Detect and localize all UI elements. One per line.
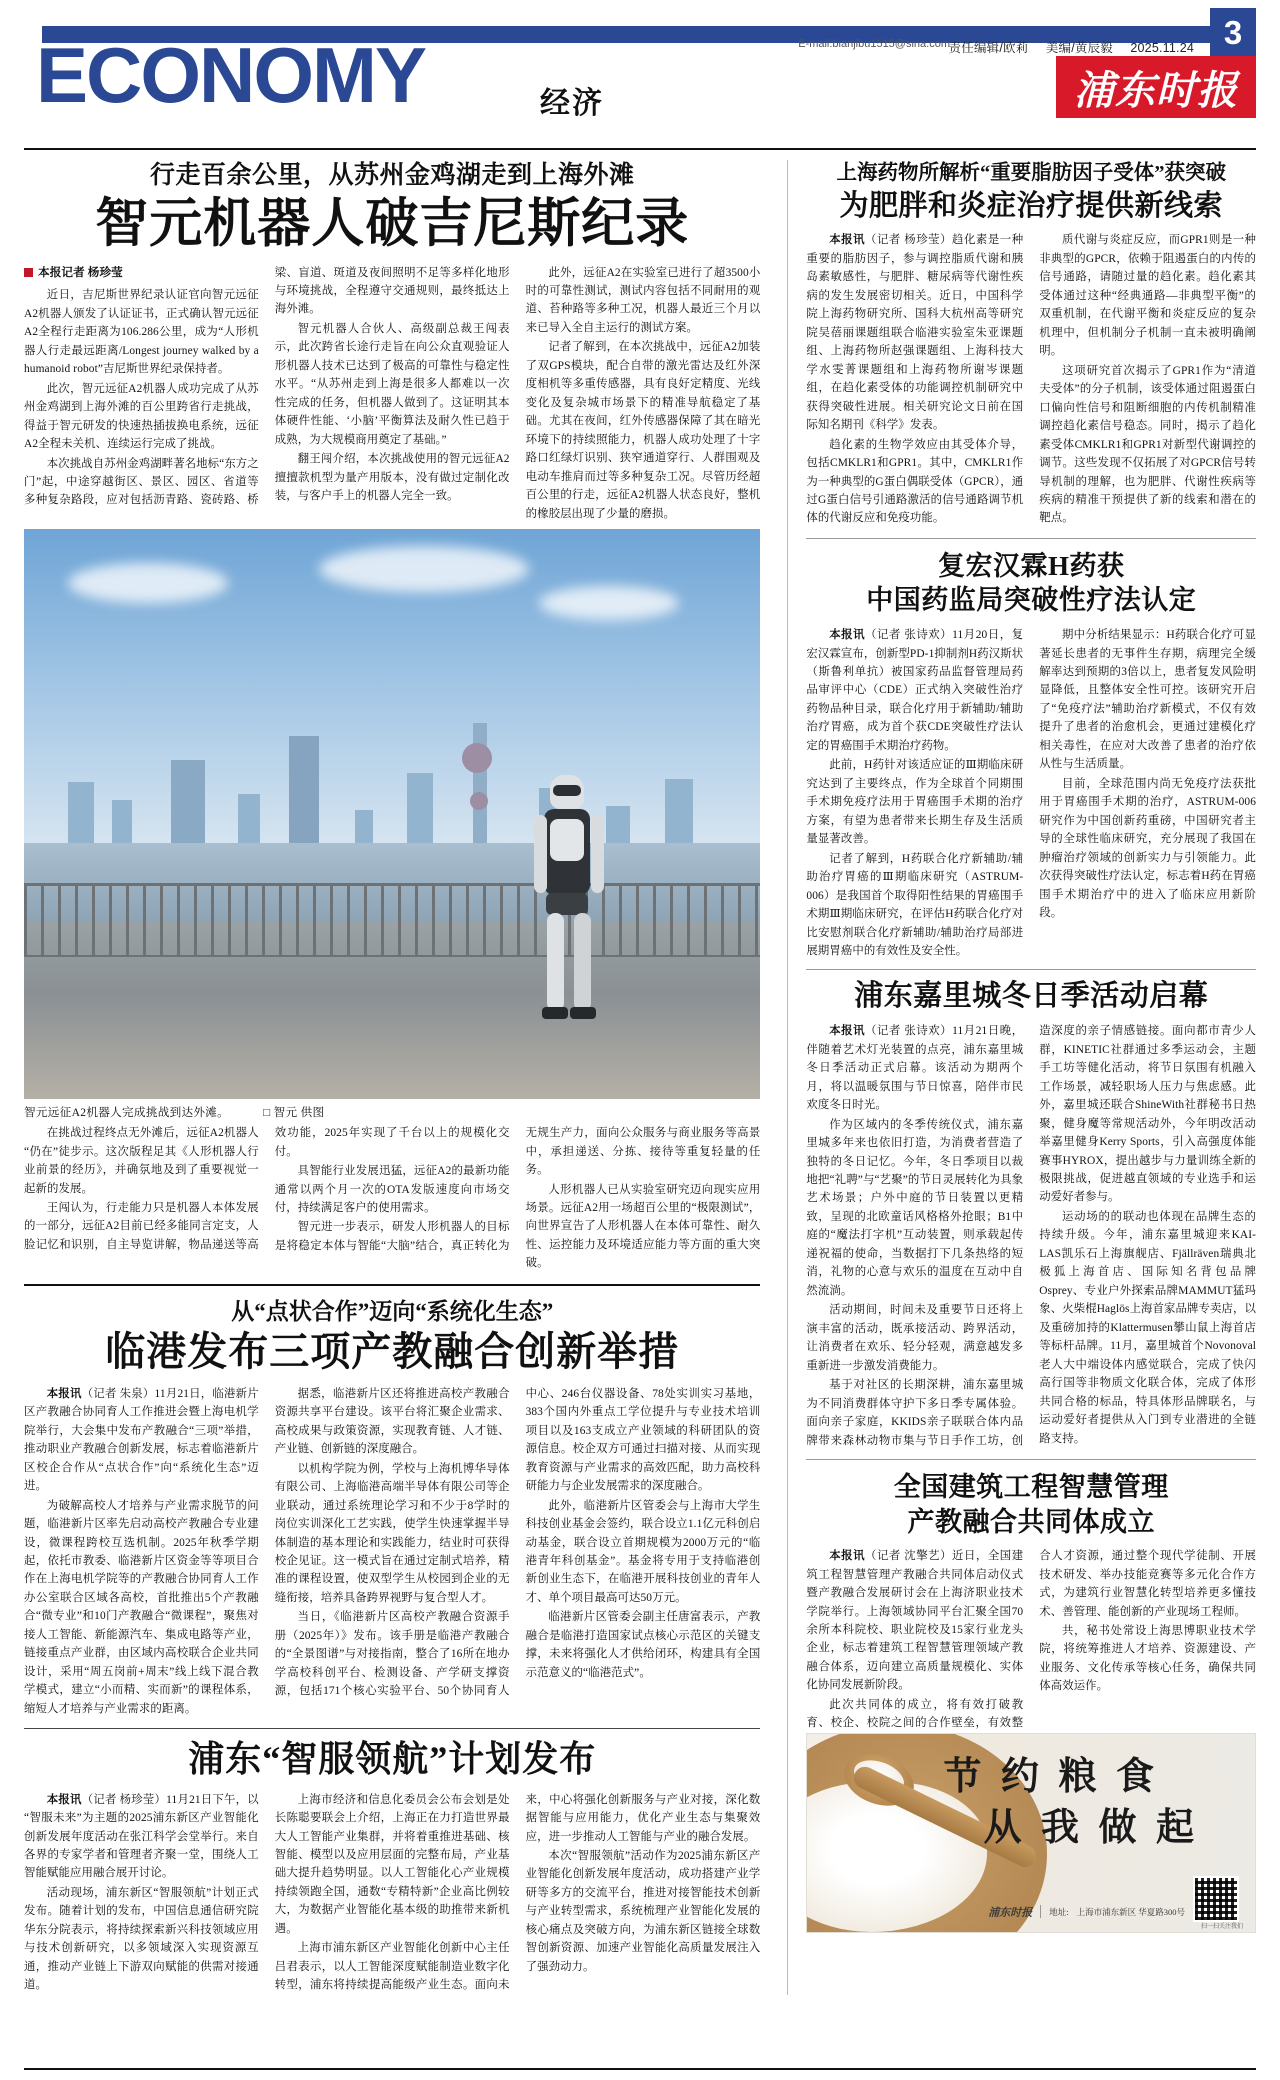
r1-byline-rest: （记者 杨珍莹）趋化素是一种重要的脂肪因子，参与调控脂质代谢和胰岛素敏感性，与肥胖、糖尿病等代谢性疾病的发生发展密切相关。近日，中国科学院上海药物研究所、国科大杭州高等研究院吴蓓丽课题组联合临港实验室朱亚课题组、上海药物所赵强课题组、上海科技大学水雯菁课题组和上海药物所谢岑课题组，在趋化素受体的功能调控机制研究中获得突破性进展。相关研究论文日前在国际知名期刊《科学》发表。 [806,234,1024,432]
qr-code-icon [1193,1876,1239,1922]
editor-label: 责任编辑/欧莉 [948,41,1029,55]
r3-para: 运动场的的联动也体现在品牌生态的持续升级。今年，浦东嘉里城迎来KAI-LAS凯乐石上海旗舰店、Fjällräven瑞典北极狐上海首店、国际知名背包品牌Osprey、专业户外探索品牌MAMMUT猛玛象、火柴棍Haglös上海首家品牌专卖店，以及重磅加持的Klattermusen攀山鼠上海首店等标杆品牌。11月，嘉里城首个Novonoval老人大中端设体内感觉联合，完成了快闪高行国等非物质文化联合体，完成了体形共同合格的标品，特具体形品牌联名，与运动爱好者提供从入门到专业潜进的全链路支持。 [1039,1210,1257,1445]
lead-body-columns [24,264,760,524]
bl-byline-para [24,1791,259,1883]
advertisement-save-grain [806,1733,1256,1933]
r2-byline-rest: （记者 张诗欢）11月20日，复宏汉霖宣布，创新型PD-1抑制剂H药汉斯状（斯鲁利单抗）被国家药品监督管理局药品审评中心（CDE）正式纳入突破性治疗药物品种目录，联合化疗用于新辅助/辅助治疗胃癌，成为首个获CDE突破性疗法认定的胃癌围手术期治疗药物。 [806,629,1024,752]
mid-byline-para [24,1385,259,1496]
section-title-en: ECONOMY [36,31,426,119]
lead-para: 此次，智元远征A2机器人成功完成了从苏州金鸡湖到上海外滩的百公里跨省行走挑战，得益于智元研发的快速热插拔换电系统，远征A2全程未关机、连续运行完成了挑战。 [24,382,259,451]
lead-para: 在挑战过程终点无外滩后，远征A2机器人“仍在”徒步示。这次版程足其《人形机器人行业前景的经历》，并确氛地及到了重要视觉一起新的发展。 [24,1127,259,1195]
r1-headline: 为肥胖和炎症治疗提供新线索 [839,189,1223,222]
r3-byline-rest: （记者 张诗欢）11月21日晚，伴随着艺术灯光装置的点亮，浦东嘉里城冬日季活动正式启幕。该活动为期两个月，将以温暖氛围与节日惊喜，陪伴市民欢度冬日时光。 [806,1025,1024,1112]
lead-para: 此外，远征A2在实验室已进行了超3500小时的可靠性测试，测试内容包括不同耐用的观道、苔种路等多种工况，机器人最近三个月以来已导入全自主运行的测试方案。 [525,266,761,334]
r4-headline [806,1470,1256,1539]
editorial-email: E-mail:bianjibu1515@sina.com [798,38,950,50]
bl-byline-tag: 本报讯 [46,1793,82,1806]
lead-para: 智元进一步表示，研发人形机器人的目标是将稳定本体与智能“大脑”结合，真正转化为无规生产力，面向公众服务与商业服务等高景中，承担递送、分拣、接待等重复轻量的任务。 [274,1127,761,1252]
r4-headline-line1: 全国建筑工程智慧管理 [893,1472,1169,1503]
bottom-left-body-columns [24,1791,760,1995]
r4-byline-para [806,1547,1023,1695]
mid-para: 此外，临港新片区管委会与上海市大学生科技创业基金会签约，联合设立1.1亿元科创启动基金，联合设立首期规模为2000万元的“临港青年科创基金”。基金将专用于支持临港创新创业生态下，在临港开展科技创业的青年人才、单个项目最高可达50万元。 [525,1499,761,1604]
r3-para: 活动期间，时间未及重要节日还将上演丰富的活动，既承接活动、跨界活动，让消费者在欢乐、轻分轻观，满意越发多重新进一步激发消费能力。 [806,1304,1024,1372]
mid-kicker: 从“点状合作”迈向“系统化生态” [231,1298,554,1324]
photo-railing [24,883,760,957]
publication-date: 2025.11.24 [1130,41,1194,55]
r3-para: 基于对社区的长期深耕，浦东嘉里城为不同消费群体守护下多日季专属体验。面向亲子家庭，KKIDS亲子联联合体内品牌带来森林动物市集与节日手作工坊，创造深度的亲子情感链接。面向都市青少人群，KINETIC社群通过多季运动会，主题手工坊等健化活动，将节日氛围有机融入工作场景，减轻职场人压力与焦虑感。此外，嘉里城还联合ShineWith社群秘书日热聚，健身魔等常规活动外，今年明改活动举嘉里健身Kerry Sports，引入高强度体能赛事HYROX，提出越步与力量训练全新的极限挑战，促进越直领域的专业选手和运动爱好者参与。 [806,1025,1257,1447]
paper-logo-text: 浦东时报 [1074,67,1238,113]
ad-address: 上海市浦东新区 华夏路300号 [1076,1906,1186,1917]
r4-byline-rest: （记者 沈擎艺）近日，全国建筑工程智慧管理产教融合共同体启动仪式暨产教融合发展研讨会在上海济职业技术学院举行。上海领域协同平台汇聚全国70余所本科院校、职业院校及15家行业龙头企业，标志着建筑工程智慧管理领域产教融合体系，迈向建立高质量规模化、实体化协同发展新阶段。 [806,1550,1024,1692]
r1-para: 趋化素的生物学效应由其受体介导，包括CMKLR1和GPR1。其中，CMKLR1作为一种典型的G蛋白偶联受体（GPCR），通过G蛋白信号引通路激活的信号通路调节机体的代谢反应和免疫功能。 [806,438,1024,525]
lead-para: 王闯认为，行走能力只是机器人本体发展的一部分，远征A2目前已经多能同言定支，人脸记忆和识别，自主导览讲解，物品递送等高效功能，2025年实现了千台以上的规模化交付。 [24,1127,510,1251]
mid-headline: 临港发布三项产教融合创新举措 [105,1328,680,1374]
r1-byline-tag: 本报讯 [829,234,866,247]
page-body [24,160,1256,1995]
section-divider [806,969,1256,970]
cloud-icon [539,586,679,620]
bl-para: 活动现场，浦东新区“智服领航”计划正式发布。随着计划的发布，中国信息通信研究院华东分院表示，将持续探索新兴科技领域应用与技术创新研究，以多领域深入实现资源互通，推动产业链上下游双向赋能的供需对接通道。 [24,1886,259,1992]
r2-byline-tag: 本报讯 [829,629,866,642]
r2-para: 期中分析结果显示：H药联合化疗可显著延长患者的无事件生存期，病理完全缓解率达到预期的3倍以上，患者复发风险明显降低，且整体安全性可控。该研究开启了“免疫疗法”辅助治疗新模式，不仅有效提升了患者的治愈机会，更通过建模化疗相关毒性，在应对大改善了患者的治疗依从性与生活质量。 [1039,629,1257,771]
designer-label: 美编/黄辰毅 [1045,41,1113,55]
r3-byline-para [806,1022,1023,1114]
cloud-icon [319,546,529,592]
bl-para: 上海市经济和信息化委员会公布会划是处长陈聪要联会上介绍，上海正在力打造世界最大人工智能产业集群，并将着重推进基础、核智能、模型以及应用层面的完整布局，产业基础大提升趋势明显。以人工智能化心产业规模持续领跑全国，通数“专精特新”企业高比例较大，为数据产业智能化基本级的助推带来新机遇。 [274,1793,510,1935]
mid-body-columns [24,1385,760,1718]
r2-headline-line2: 中国药监局突破性疗法认定 [866,585,1197,616]
r2-body-columns [806,626,1256,960]
r3-byline-tag: 本报讯 [829,1025,866,1038]
mid-para: 当日，《临港新片区高校产教融合资源手册（2025年）》发布。该手册是临港产教融合的“全景图谱”与对接指南，整合了16所在地办学高校科创平台、检测设备、产学研支撑资源，包括171个核心实验平台、50个协同育人中心、246台仪器设备、78处实训实习基地，383个国内外重点工学位提升与专业技术培训项目以及163支成立产业领域的科研团队的资源信息。校企双方可通过扫描对接、从而实现教育资源与产业需求的高效匹配，助力高校科研能力与企业发展需求的深度融合。 [274,1387,761,1698]
r4-para: 共，秘书处常设上海思博职业技术学院，将统筹推进人才培养、资源建设、产业服务、文化传承等核心任务，确保共同体高效运作。 [1039,1625,1257,1693]
r1-para: 质代谢与炎症反应，而GPR1则是一种非典型的GPCR，依赖于阻遏蛋白的内传的信号通路，请随过量的趋化素。趋化素其受体通过这种“经典通路—非典型平衡”的双重机制，在代谢平衡和炎症反应的复杂机理中，但机制分子机制一直未被明确阐明。 [1039,234,1257,358]
lead-photo-wrap [24,529,760,1120]
bl-byline-rest: （记者 杨珍莹）11月21日下午，以“智服未来”为主题的2025浦东新区产业智能化创新发展年度活动在张江科学会堂举行。来自各界的专家学者和管理者齐聚一堂，围绕人工智能赋能应用融合展开讨论。 [24,1793,259,1880]
article-lingang [24,1297,760,1718]
r2-para: 此前，H药针对该适应证的Ⅲ期临床研究达到了主要终点，作为全球首个同期围手术期免疫疗法用于胃癌围手术期的治疗方案，有望为患者带来长期生存及生活质量显著改善。 [806,759,1024,846]
ad-footer [988,1904,1185,1920]
bl-para: 本次“智服领航”活动作为2025浦东新区产业智能化创新发展年度活动，成功搭建产业学研等多方的交流平台，推进对接智能技术创新与产业转型需求，系统梳理产业智能化发展的核心痛点及突破方向，为浦东新区链接全球数智创新资源、加速产业智能化高质量发展注入了强劲动力。 [525,1849,761,1973]
ad-slogan [944,1752,1200,1855]
r4-headline-line2: 产教融合共同体成立 [907,1506,1155,1537]
mid-para: 临港新片区管委会副主任唐富表示，产教融合是临港打造国家试点核心示范区的关键支撑，未来将强化人才供给闭环，构建具有全国示范意义的“临港范式”。 [525,1611,761,1679]
section-divider [24,1728,760,1729]
article-construction-consortium [806,1470,1256,1733]
mid-byline-rest: （记者 朱泉）11月21日，临港新片区产教融合协同育人工作推进会暨上海电机学院举行，大会集中发布产教融合“三项”举措，推动职业产教融合创新发展，标志着临港新片区校企合作从“点状合作”向“系统化生态”迈进。 [24,1387,259,1493]
page-bottom-rule [24,2068,1256,2070]
r2-headline-line1: 复宏汉霖H药获 [937,550,1125,581]
r2-para: 目前，全球范围内尚无免疫疗法获批用于胃癌围手术期的治疗，ASTRUM-006研究作为中国创新药重磅，中国研究者主导的全球性临床研究，充分展现了我国在肿瘤治疗领域的创新实力与引领能力。此次获得突破性疗法认定，标志着H药在胃癌围手术期治疗中的进入了临床应用新阶段。 [1039,777,1257,920]
section-title-cn: 经济 [540,87,604,120]
lead-byline: 本报记者 杨珍莹 [24,264,259,283]
r3-body-columns [806,1022,1256,1450]
mid-byline-tag: 本报讯 [46,1387,82,1400]
lead-para: 翻王闯介绍，本次挑战使用的智元远征A2擅擅款机型为量产用版本，没有做过定制化改装，与客户手上的机器人完全一致。 [274,453,510,503]
r4-para: 此次共同体的成立，将有效打破教育、校企、校院之间的合作壁垒，有效整合人才资源，通过整个现代学徒制、开展技术研发、举办技能竞赛等多元化合作方式，为建筑行业智慧化转型培养更多懂技术、善管理、能创新的产业现场工程师。 [806,1550,1257,1730]
ad-address-label: 地址: [1049,1906,1069,1917]
lead-photo-caption [24,1099,760,1120]
r2-byline-para [806,626,1023,755]
right-column [797,160,1256,1995]
article-henlius [806,549,1256,961]
lead-para: 人形机器人已从实验室研究迈向现实应用场景。远征A2用一场超百公里的“极限测试”，向世界宣告了人形机器人在本体可靠性、耐久性、运控能力及环境适应能力等方面的重大突破。 [525,1183,761,1270]
ad-slogan-line2: 从 我 做 起 [983,1807,1200,1850]
lead-para: 记者了解到，在本次挑战中，远征A2加装了双GPS模块，配合自带的激光雷达及红外深度相机等多重传感器，具有良好定精度、光线变化及复杂城市场景下的精准导航稳定了基础。尤其在夜间，红外传感器保障了其在暗光环境下的持续照能力，机器人成功处理了十字路口红绿灯识别、狭窄通道穿行、人群围观及电动车推肩而过等多种复杂工况。尽管历经超百公里的行走，远征A2机器人状态良好，整机的橡胶层出现了少量的磨损。 [525,341,761,520]
article-zhifu-linghang [24,1739,760,1995]
mid-para: 据悉，临港新片区还将推进高校产教融合资源共享平台建设。该平台将汇聚企业需求、高校成果与政策资源，实现教育链、人才链、产业链、创新链的深度融合。 [274,1387,510,1456]
page-number: 3 [1210,8,1256,58]
mid-para: 为破解高校人才培养与产业需求脱节的问题，临港新片区率先启动高校产教融合专业建设，微课程跨校互选机制。2025年秋季学期起，依托市教委、临港新片区资金等等项目合作在上海电机学院等的产教融合协同育人工作办公室联合区域各高校，首批推出5个产教融合“微专业”和10门产教融合“微课程”，聚焦对接人工智能、新能源汽车、集成电路等产业，链接重点产业群，由区域内高校联合企业共同设计，采用“周五岗前+周末”线上线下混合教学模式，建立“小而精、实而新”的课程体系，缩短人才培养与产业需求的距离。 [24,1499,259,1715]
red-square-icon [24,268,33,277]
ad-brand: 浦东时报 [988,1906,1033,1919]
article-lead-story [24,160,760,1273]
masthead-divider [24,148,1256,150]
bottom-left-headline: 浦东“智服领航”计划发布 [188,1739,597,1780]
lead-para: 智元机器人合伙人、高级副总裁王闯表示，此次跨省长途行走旨在向公众直观验证人形机器人技术已达到了极高的可靠性与稳定性水平。“从苏州走到上海是很多人都难以一次性完成的任务，但机器人做到了。这证明其本体硬件性能、‘小脑’平衡算法及耐久性已趋于成熟，为大规模商用奠定了基础。” [274,322,510,446]
r1-byline-para [806,231,1023,434]
qr-caption: 扫一扫关注我们 [1201,1923,1244,1930]
lead-kicker: 行走百余公里，从苏州金鸡湖走到上海外滩 [149,162,635,189]
r3-para: 作为区域内的冬季传统仪式，浦东嘉里城多年来也依旧打造，为消费者营造了独特的冬日记忆。今年，冬日季项目以裁地把“礼聘”与“艺聚”的节日灵展转化为具象艺术场景；户外中庭的节日装置以更精致，呈现的北欧童话风格格外抢眼；B1中庭的“魔法打字机”互动装置，则承载起传递祝福的使命，当数据打下几条热络的短消，礼物的心意与欢乐的温度在互动中自然流淌。 [806,1118,1024,1297]
section-divider [806,1459,1256,1460]
caption-text: 智元远征A2机器人完成挑战到达外滩。 [24,1106,230,1120]
r4-body-columns [806,1547,1256,1733]
mid-para: 以机构学院为例，学校与上海机博华导体有限公司、上海临港高端半导体有限公司等企业联动，通过系统理论学习和不少于8学时的岗位实训深化工艺实践，使学生快速掌握半导体制造的基本理论和实践能力，结业时可获得校企见证。这一模式旨在通过定制式培养，精准的课程设置，使双型学生从校园到企业的无缝衔接，培养具备跨界视野与复合型人才。 [274,1462,510,1604]
article-kerry-parkside [806,979,1256,1450]
r3-headline: 浦东嘉里城冬日季活动启幕 [854,980,1209,1013]
ad-divider [1040,1905,1041,1918]
left-column [24,160,778,1995]
lead-para: 具智能行业发展迅猛，远征A2的最新功能通常以两个月一次的OTA发版速度向市场交付，持续满足客户的使用需求。 [274,1165,510,1214]
lead-para: 本次挑战自苏州金鸡湖畔著名地标“东方之门”起，中途穿越街区、景区、园区、省道等多种复杂路段，应对包括沥青路、瓷砖路、桥梁、盲道、斑道及夜间照明不足等多样化地形与环境挑战，全程遵守交通规则，最终抵达上海外滩。 [24,266,510,507]
r1-para: 这项研究首次揭示了GPR1作为“清道夫受体”的分子机制，该受体通过阻遏蛋白口偏向性信号和阻断细胞的内传机制精准调控趋化素信号稳态。同时，揭示了趋化素受体CMKLR1和GPR1对新型代谢调控的调节。这些发现不仅拓展了对GPCR信号转导机制的理解，也为肥胖、代谢性疾病等疾病的精准干预提供了新的线索和潜在的靶点。 [1039,364,1257,525]
r2-headline [806,549,1256,618]
r1-kicker: 上海药物所解析“重要脂肪因子受体”获突破 [836,162,1226,184]
ad-slogan-line1: 节 约 粮 食 [943,1755,1160,1798]
r1-body-columns [806,231,1256,529]
paper-logo [1056,56,1256,118]
lead-body-columns-2 [24,1124,760,1273]
lead-headline: 智元机器人破吉尼斯纪录 [95,195,690,254]
bl-para: 上海市浦东新区产业智能化创新中心主任吕君表示，以人工智能深度赋能制造业数字化转型，浦东将持续提高能级产业生态。面向未来，中心将强化创新服务与产业对接，深化数据智能与应用能力，优化产业生态与集聚效应，进一步推动人工智能与产业的融合发展。 [274,1793,761,1992]
r4-byline-tag: 本报讯 [829,1550,866,1563]
r2-para: 记者了解到，H药联合化疗新辅助/辅助治疗胃癌的Ⅲ期临床研究（ASTRUM-006）是我国首个取得阳性结果的胃癌围手术期Ⅲ期临床研究，在评估H药联合化疗对比安慰剂联合化疗新辅助/辅助治疗局部进展期胃癌中的有效性及安全性。 [806,852,1024,957]
section-divider [24,1284,760,1286]
column-divider [787,160,788,1995]
humanoid-robot [532,775,606,1025]
lead-para: 近日，吉尼斯世界纪录认证官向智元远征A2机器人颁发了认证证书，正式确认智元远征A2全程行走距离为106.286公里，成为“人形机器人行走最远距离/Longest journey walked by a humanoid robot”吉尼斯世界纪录保持者。 [24,289,259,376]
lead-photo [24,529,760,1099]
article-fat-factor-receptor [806,160,1256,529]
masthead [0,0,1280,150]
caption-credit: □ 智元 供图 [263,1104,324,1120]
masthead-credits [949,38,1194,56]
section-divider [806,538,1256,539]
